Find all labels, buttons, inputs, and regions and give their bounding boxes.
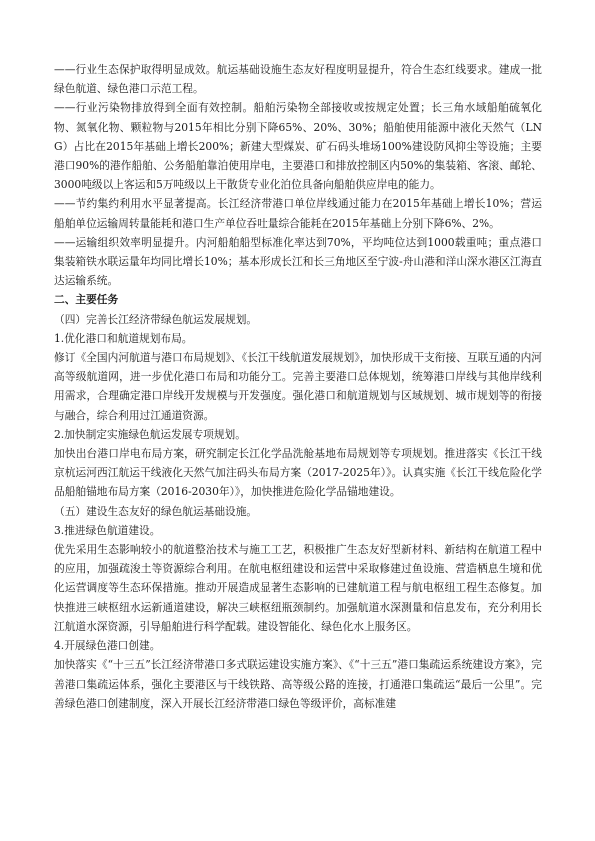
paragraph-item-4: 加快落实《“十三五”长江经济带港口多式联运建设实施方案》、《“十三五”港口集疏运系统建设方案》，完善港口集疏运体系，强化主要港区与干线铁路、高等级公路的连接，打通港口集疏运“最后一公里”。完善绿色港口创建制度，深入开展长江经济带港口绿色等级评价，高标准建 xyxy=(54,658,542,710)
item-heading-3: 3.推进绿色航道建设。 xyxy=(54,523,161,537)
item-heading-2: 2.加快制定实施绿色航运发展专项规划。 xyxy=(54,427,246,441)
paragraph-item-3: 优先采用生态影响较小的航道整治技术与施工工艺，积极推广生态友好型新材料、新结构在航道工程中的应用，加强疏浚土等资源综合利用。在航电枢纽建设和运营中采取修建过鱼设施、营造栖息生境和优化运营调度等生态环保措施。推动开展造成显著生态影响的已建航道工程与航电枢纽工程生态修复。加快推进三峡枢纽水运新通道建设，解决三峡枢纽瓶颈制约。加强航道水深测量和信息发布，充分利用长江航道水深资源，引导船舶进行科学配载。建设智能化、绿色化水上服务区。 xyxy=(54,543,542,633)
section-heading-main-tasks: 二、主要任务 xyxy=(54,293,119,307)
subheading-planning: （四）完善长江经济带绿色航运发展规划。 xyxy=(54,312,258,326)
paragraph-resource-efficiency: ——节约集约利用水平显著提高。长江经济带港口单位岸线通过能力在2015年基础上增长10%；营运船舶单位运输周转量能耗和港口生产单位吞吐量综合能耗在2015年基础上分别下降6%、2%。 xyxy=(54,197,542,230)
paragraph-item-2: 加快出台港口岸电布局方案，研究制定长江化学品洗舱基地布局规划等专项规划。推进落实《长江干线京杭运河西江航运干线液化天然气加注码头布局方案（2017-2025年）》。认真实施《长江干线危险化学品船舶锚地布局方案（2016-2030年）》，加快推进危险化学品锚地建设。 xyxy=(54,447,542,499)
document-page xyxy=(54,60,542,820)
subheading-infrastructure: （五）建设生态友好的绿色航运基础设施。 xyxy=(54,504,258,518)
item-heading-4: 4.开展绿色港口创建。 xyxy=(54,639,161,653)
paragraph-ecology-protection: ——行业生态保护取得明显成效。航运基础设施生态友好程度明显提升，符合生态红线要求。建成一批绿色航道、绿色港口示范工程。 xyxy=(54,63,542,96)
paragraph-item-1: 修订《全国内河航道与港口布局规划》、《长江干线航道发展规划》，加快形成干支衔接、互联互通的内河高等级航道网，进一步优化港口布局和功能分工。完善主要港口总体规划，统筹港口岸线与其他岸线利用需求，合理确定港口岸线开发规模与开发强度。强化港口和航道规划与区域规划、城市规划等的衔接与融合，综合利用过江通道资源。 xyxy=(54,351,542,422)
item-heading-1: 1.优化港口和航道规划布局。 xyxy=(54,331,193,345)
paragraph-pollution-control: ——行业污染物排放得到全面有效控制。船舶污染物全部接收或按规定处置；长三角水域船舶硫氧化物、氮氧化物、颗粒物与2015年相比分别下降65%、20%、30%；船舶使用能源中液化天然气（LNG）占比在2015年基础上增长200%；新建大型煤炭、矿石码头堆场100%建设防风抑尘等设施；主要港口90%的港作船舶、公务船舶靠泊使用岸电，主要港口和排放控制区内50%的集装箱、客滚、邮轮、3000吨级以上客运和5万吨级以上干散货专业化泊位具备向船舶供应岸电的能力。 xyxy=(54,101,542,192)
paragraph-transport-efficiency: ——运输组织效率明显提升。内河船舶船型标准化率达到70%，平均吨位达到1000载重吨；重点港口集装箱铁水联运量年均同比增长10%；基本形成长江和长三角地区至宁波-舟山港和洋山深水港区江海直达运输系统。 xyxy=(54,235,542,288)
